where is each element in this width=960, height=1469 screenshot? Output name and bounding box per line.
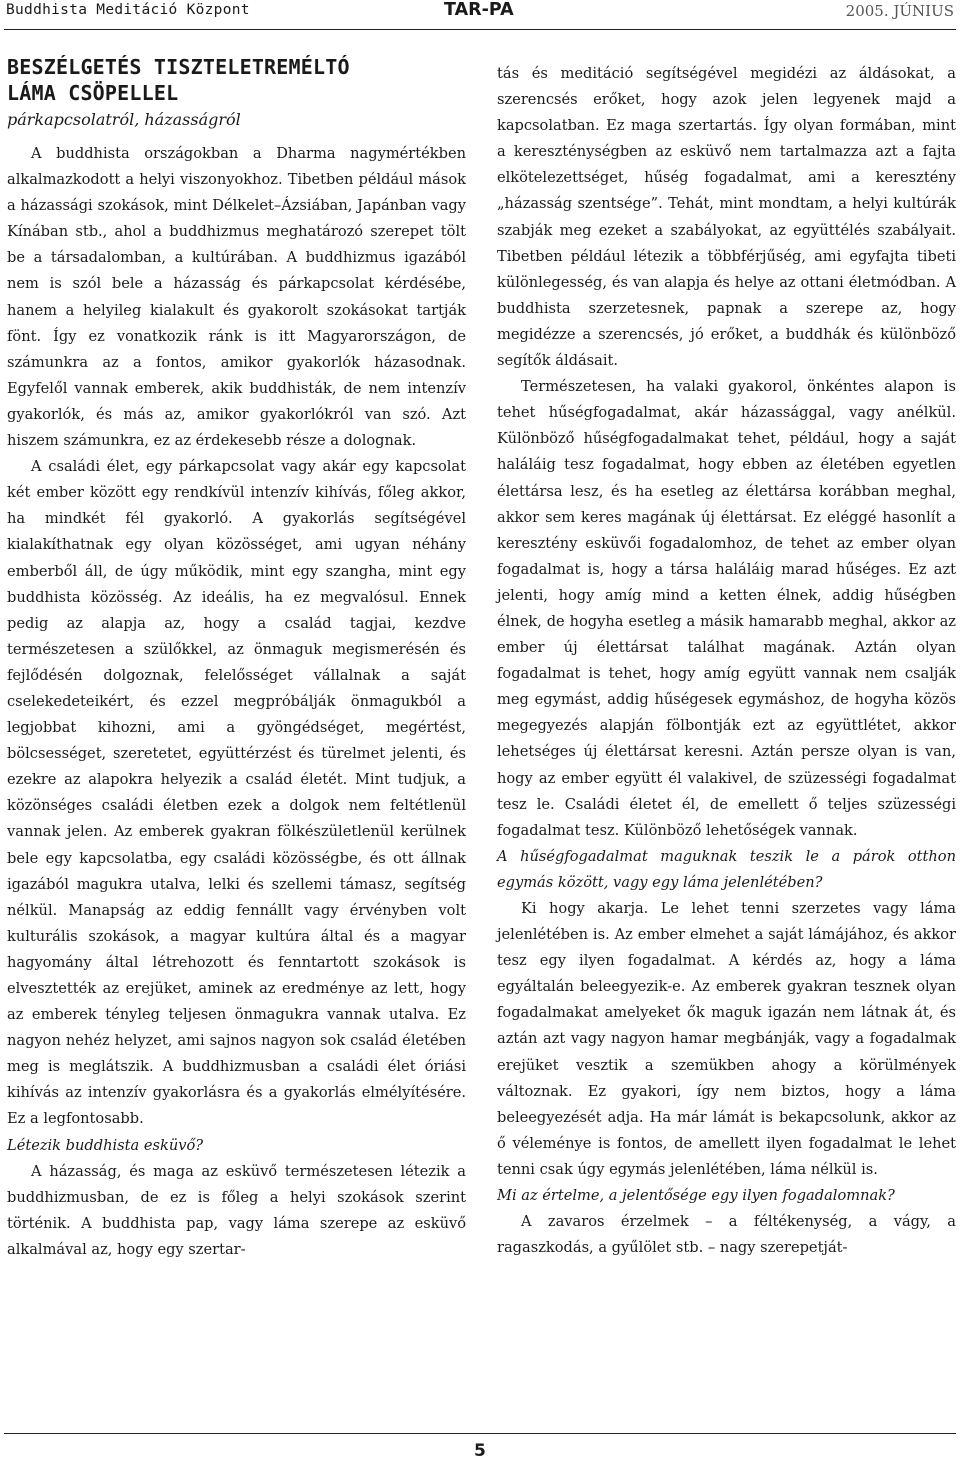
article-subtitle: párkapcsolatról, házasságról	[7, 110, 241, 129]
article-title-line2: LÁMA CSÖPELLEL	[7, 81, 179, 105]
paragraph: tás és meditáció segítségével megidézi az áldásokat, a szerencsés erőket, hogy azok jelen legyenek majd a kapcsolatban. Ez maga szertartás. Így olyan formában, mint a kereszténységben az esküvő nem tartalmazza azt a fajta elkötelezettséget, hűség fogadalmat, ami a keresztény „házasság szentsége”. Tehát, mint mondtam, a helyi kultúrák szabják meg ezeket a szabályokat, az együttélés szabályait. Tibetben például létezik a többférjűség, ami egyfajta tibeti különlegesség, és van alapja és helye az ottani életmódban. A buddhista szerzetesnek, papnak a szerepe az, hogy megidézze a szerencsés, jó erőket, a buddhák és különböző segítők áldásait.	[497, 65, 956, 370]
paragraph: A házasság, és maga az esküvő természetesen létezik a buddhizmusban, de ez is főleg a helyi szokások szerint történik. A buddhista pap, vagy láma szerepe az esküvő alkalmával az, hogy egy szertar-	[7, 1162, 466, 1258]
left-column	[7, 54, 466, 1263]
paragraph: A családi élet, egy párkapcsolat vagy akár egy kapcsolat két ember között egy rendkívül intenzív kihívás, főleg akkor, ha mindkét fél gyakorló. A gyakorlás segítségével kialakíthatnak egy olyan közösséget, ami ugyan néhány emberből áll, de úgy működik, mint egy szangha, mint egy buddhista közösség. Az ideális, ha ez megvalósul. Ennek pedig az alapja az, hogy a család tagjai, kezdve természetesen a szülőkkel, az önmaguk megismerésén és fejlődésén dolgoznak, felelősséget vállalnak a saját cselekedeteikért, és ezzel megpróbálják önmagukból a legjobbat kihozni, ami a gyöngédséget, megértést, bölcsességet, szeretetet, együttérzést és türelmet jelenti, és ezekre az alapokra helyezik a család életét. Mint tudjuk, a közönséges családi életben ezek a dolgok nem feltétlenül vannak jelen. Az emberek gyakran fölkészületlenül kerülnek bele egy kapcsolatba, egy családi közösségbe, és ott állnak igazából magukra utalva, lelki és szellemi támasz, segítség nélkül. Manapság az eddig fennállt vagy érvényben volt kulturális szokások, a magyar kultúra által és a magyar hagyomány által létrehozott és fenntartott szokások is elvesztették az erejüket, aminek az eredménye az lett, hogy az emberek tényleg teljesen önmagukra vannak utalva. Ez nagyon nehéz helyzet, ami sajnos nagyon sok család életében meg is meglátszik. A buddhizmusban a családi élet óriási kihívás az intenzív gyakorlásra és a gyakorlás elmélyítésére. Ez a legfontosabb.	[7, 458, 466, 1128]
header-rule	[4, 29, 956, 30]
interview-question: Létezik buddhista esküvő?	[7, 1136, 204, 1154]
page-number: 5	[474, 1441, 486, 1461]
paragraph: Természetesen, ha valaki gyakorol, önkéntes alapon is tehet hűségfogadalmat, akár házassággal, vagy anélkül. Különböző hűségfogadalmakat tehet, például, hogy a saját haláláig tesz fogadalmat, hogy ebben az életében egyetlen élettársa lesz, és ha esetleg az élettársa korábban meghal, akkor sem keres magának új élettársat. Ez eléggé hasonlít a keresztény esküvői fogadalomhoz, de tehet az ember olyan fogadalmat is, hogy a társa haláláig marad hűséges. Ez azt jelenti, hogy amíg mind a ketten élnek, addig hűségben élnek, de hogyha esetleg a másik hamarabb meghal, akkor az ember új élettársat találhat magának. Aztán olyan fogadalmat is tehet, hogy amíg együtt vannak nem csalják meg egymást, addig hűségesek egymáshoz, de hogyha közös megegyezés alapján fölbontják ezt az együttlétet, akkor lehetséges új élettársat keresni. Aztán persze olyan is van, hogy az ember együtt él valakivel, de szüzességi fogadalmat tesz le. Családi életet él, de emellett ő teljes szüzességi fogadalmat tesz. Különböző lehetőségek vannak.	[497, 378, 956, 839]
paragraph: Ki hogy akarja. Le lehet tenni szerzetes vagy láma jelenlétében is. Az ember elmehet a saját lámájához, és akkor tesz egy ilyen fogadalmat. A kérdés az, hogy a láma egyáltalán beleegyezik-e. Az emberek gyakran tesznek olyan fogadalmakat amelyeket ők maguk igazán nem látnak át, és aztán azt vagy nagyon hamar megbánják, vagy a fogadalmak erejüket vesztik a szemükben ahogy a körülmények változnak. Ez gyakori, így nem biztos, hogy a láma beleegyezését adja. Ha már lámát is bekapcsolunk, akkor az ő véleménye is fontos, de amellett ilyen fogadalmat le lehet tenni csak úgy egymás jelenlétében, láma nélkül is.	[497, 900, 956, 1178]
paragraph: A buddhista országokban a Dharma nagymértékben alkalmazkodott a helyi viszonyokhoz. Tibetben például mások a házassági szokások, mint Délkelet–Ázsiában, Japánban vagy Kínában stb., ahol a buddhizmus meghatározó szerepet tölt be a társadalomban, a kultúrában. A buddhizmus igazából nem is szól bele a házasság és párkapcsolat kérdésébe, hanem a helyileg kialakult és gyakorolt szokásokat tartják fönt. Így ez vonatkozik ránk is itt Magyarországon, de számunkra az a fontos, amikor gyakorlók házasodnak. Egyfelől vannak emberek, akik buddhisták, de nem intenzív gyakorlók, és más az, amikor gyakorlókról van szó. Azt hiszem számunkra, ez az érdekesebb része a dolognak.	[7, 145, 466, 450]
article-title-line1: BESZÉLGETÉS TISZTELETREMÉLTÓ	[7, 55, 350, 79]
header-organization: Buddhista Meditáció Központ	[6, 2, 250, 18]
article-title	[7, 54, 466, 106]
paragraph: A zavaros érzelmek – a féltékenység, a vágy, a ragaszkodás, a gyűlölet stb. – nagy szerepetját-	[497, 1213, 956, 1257]
footer-rule	[4, 1433, 956, 1434]
header-date: 2005. JÚNIUS	[845, 2, 954, 20]
interview-question: A hűségfogadalmat maguknak teszik le a párok otthon egymás között, vagy egy láma jelenlétében?	[497, 847, 956, 891]
header-publication-title: TAR-PA	[444, 0, 514, 20]
interview-question: Mi az értelme, a jelentősége egy ilyen fogadalomnak?	[497, 1187, 895, 1205]
page-header	[0, 0, 960, 34]
right-column	[497, 61, 956, 1261]
